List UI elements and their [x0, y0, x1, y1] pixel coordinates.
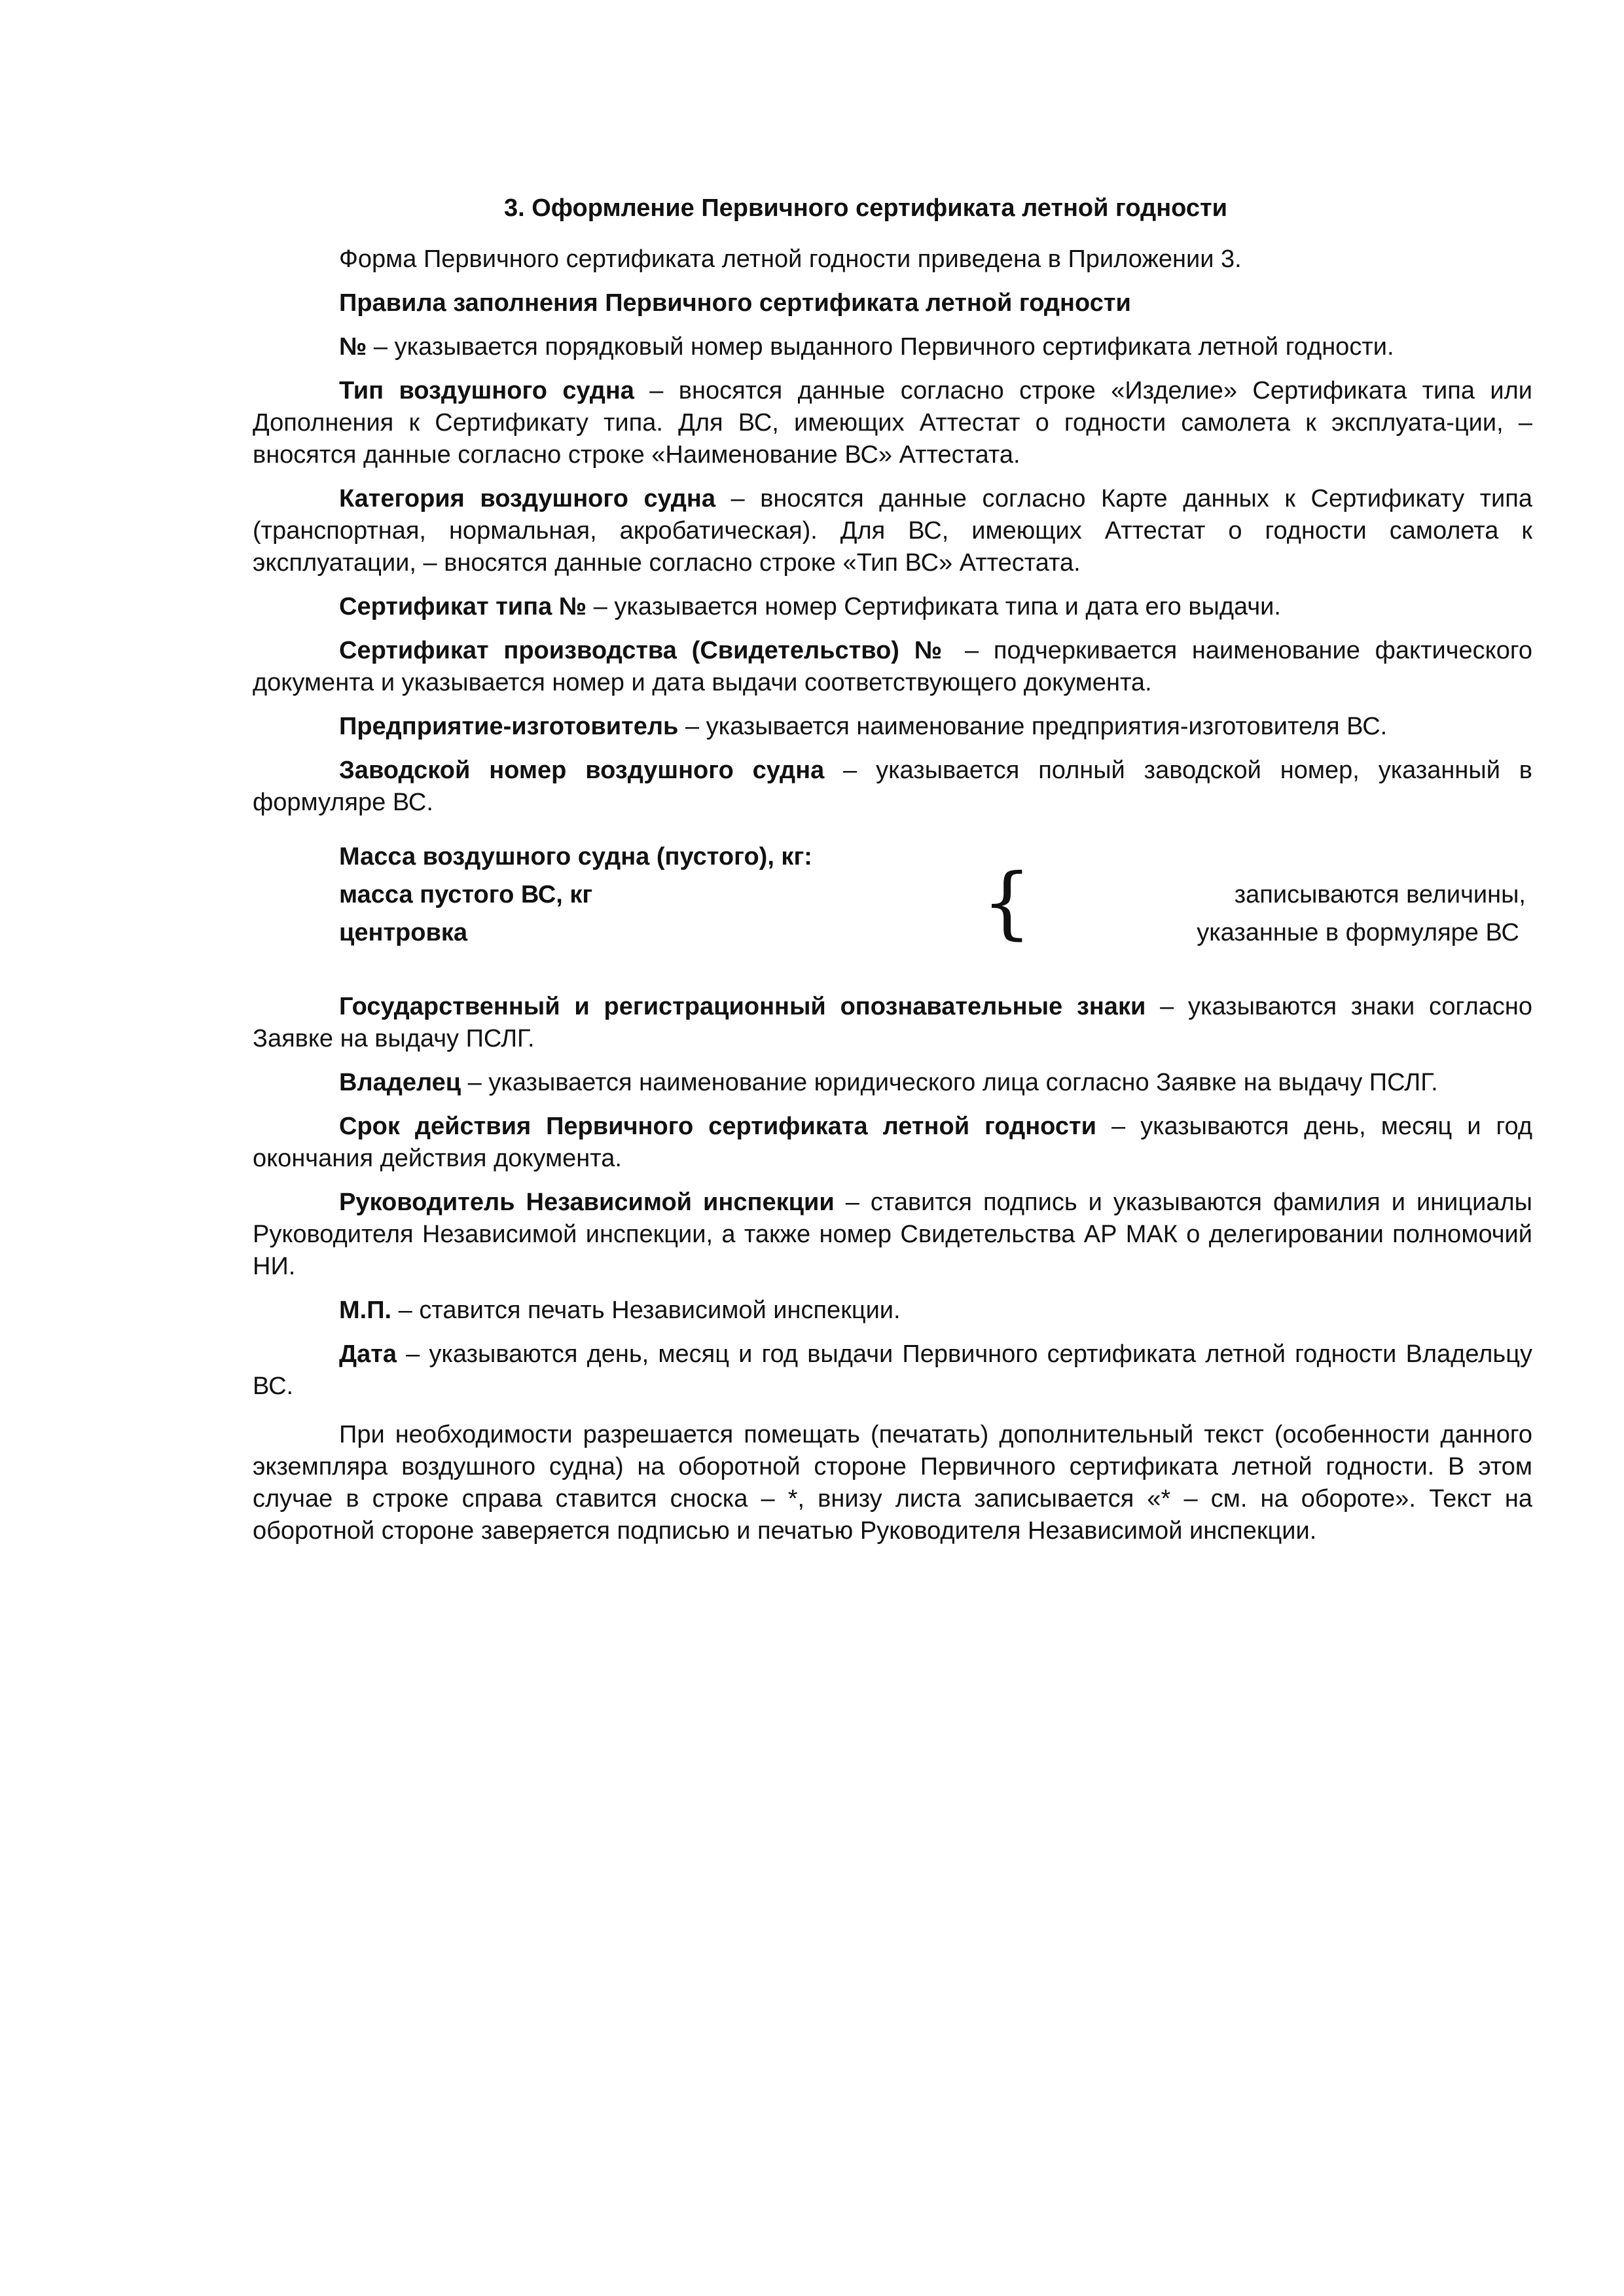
rule-term: Предприятие-изготовитель	[339, 713, 679, 740]
rule-term: Категория воздушного судна	[339, 485, 715, 512]
mass-cg-line: центровка	[339, 919, 467, 946]
rule-term: Руководитель Независимой инспекции	[339, 1189, 835, 1216]
rule-text: – указывается порядковый номер выданного Первичного сертификата летной годности.	[367, 333, 1394, 361]
rule-text: – указываются знаки согласно Заявке на выдачу ПСЛГ.	[253, 993, 1532, 1052]
rule-text: – указываются день, месяц и год выдачи Первичного сертификата летной годности Владельцу ВС.	[253, 1340, 1532, 1400]
rule-item	[253, 1111, 1532, 1175]
page-title: 3. Оформление Первичного сертификата летной годности	[504, 194, 1227, 222]
rule-term: Государственный и регистрационный опознавательные знаки	[339, 993, 1146, 1020]
document-body-top	[253, 243, 1532, 831]
curly-brace: {	[982, 857, 1032, 948]
intro-paragraph: Форма Первичного сертификата летной годности приведена в Приложении 3.	[339, 245, 1242, 273]
rule-item	[253, 1295, 1532, 1327]
rule-item	[253, 1067, 1532, 1099]
rule-item	[253, 711, 1532, 743]
rule-item	[253, 375, 1532, 471]
rule-item	[253, 635, 1532, 699]
rule-item	[253, 591, 1532, 623]
rule-term: Сертификат типа №	[339, 593, 587, 620]
rule-text: – указывается наименование юридического лица согласно Заявке на выдачу ПСЛГ.	[461, 1069, 1438, 1096]
rule-item	[253, 331, 1532, 363]
rule-item	[253, 1338, 1532, 1403]
rule-item	[253, 991, 1532, 1055]
rule-text: – указывается полный заводской номер, указанный в формуляре ВС.	[253, 757, 1532, 816]
rule-text: – подчеркивается наименование фактического документа и указывается номер и дата выдачи соответствующего документа.	[253, 637, 1532, 696]
rule-term: Тип воздушного судна	[339, 377, 634, 404]
rule-term: Срок действия Первичного сертификата летной годности	[339, 1113, 1096, 1140]
rule-text: – вносятся данные согласно Карте данных к Сертификату типа (транспортная, нормальная, акробатическая). Для ВС, имеющих Аттестат о годности самолета к эксплуатации, – вносятся данные согласно строке «Тип ВС» Аттестата.	[253, 485, 1532, 577]
final-paragraph: При необходимости разрешается помещать (печатать) дополнительный текст (особенности данного экземпляра воздушного судна) на оборотной стороне Первичного сертификата летной годности. В этом случае в строке справа ставится сноска – *, внизу листа записывается «* – см. на обороте». Текст на оборотной стороне заверяется подписью и печатью Руководителя Независимой инспекции.	[253, 1421, 1532, 1545]
rule-text: – ставится печать Независимой инспекции.	[391, 1297, 901, 1324]
rule-item	[253, 483, 1532, 579]
rule-text: – ставится подпись и указываются фамилия и инициалы Руководителя Независимой инспекции, а также номер Свидетельства АР МАК о делегировании полномочий НИ.	[253, 1189, 1532, 1280]
rule-term: М.П.	[339, 1297, 392, 1324]
rule-term: Сертификат производства (Свидетельство) №	[339, 637, 950, 664]
rule-text: – указывается наименование предприятия-изготовителя ВС.	[678, 713, 1388, 740]
document-body-bottom	[253, 991, 1532, 1414]
mass-note-line-1: записываются величины,	[1234, 881, 1526, 908]
rule-text: – указываются день, месяц и год окончания действия документа.	[253, 1113, 1533, 1172]
rules-heading: Правила заполнения Первичного сертификата летной годности	[339, 289, 1131, 317]
rule-term: Заводской номер воздушного судна	[339, 757, 825, 784]
rule-text: – вносятся данные согласно строке «Изделие» Сертификата типа или Дополнения к Сертификату типа. Для ВС, имеющих Аттестат о годности самолета к эксплуата-ции, – вносятся данные согласно строке «Наименование ВС» Аттестата.	[253, 377, 1532, 469]
rule-term: Дата	[339, 1340, 397, 1368]
mass-heading: Масса воздушного судна (пустого), кг:	[339, 843, 812, 870]
rule-term: Владелец	[339, 1069, 461, 1096]
rule-item	[253, 755, 1532, 819]
rule-item	[253, 1187, 1532, 1283]
mass-note-line-2: указанные в формуляре ВС	[1197, 919, 1519, 946]
rule-term: №	[339, 333, 367, 361]
mass-block	[339, 838, 812, 952]
rule-text: – указывается номер Сертификата типа и дата его выдачи.	[586, 593, 1281, 620]
mass-empty-line: масса пустого ВС, кг	[339, 881, 593, 908]
